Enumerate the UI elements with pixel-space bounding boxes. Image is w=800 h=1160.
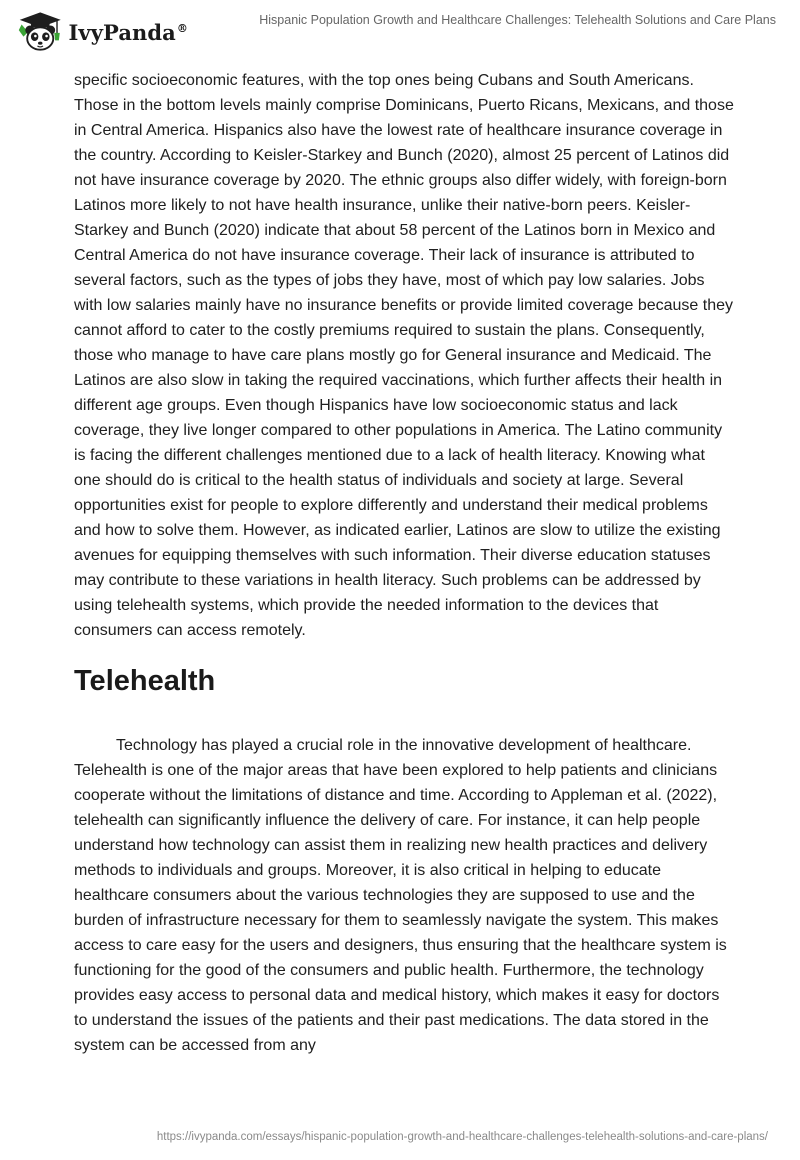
- telehealth-paragraph: Technology has played a crucial role in the innovative development of healthcare. Telehealth is one of the major areas that have been explored to help patients and clinicians cooperate without the limitations of distance and time. According to Appleman et al. (2022), telehealth can significantly influence the delivery of care. For instance, it can help people understand how technology can assist them in realizing new health practices and delivery methods to individuals and groups. Moreover, it is also critical in helping to educate healthcare consumers about the various technologies they are supposed to use and the burden of infrastructure necessary for them to seamlessly navigate the system. This makes access to care easy for the users and designers, thus ensuring that the healthcare system is functioning for the good of the consumers and public health. Furthermore, the technology provides easy access to personal data and medical history, which makes it easy for doctors to understand the issues of the patients and their past medications. The data stored in the system can be accessed from any: [74, 737, 727, 1054]
- body-paragraph-continued: specific socioeconomic features, with the top ones being Cubans and South Americans. Those in the bottom levels mainly comprise Dominicans, Puerto Ricans, Mexicans, and those in Central America. Hispanics also have the lowest rate of healthcare insurance coverage in the country. According to Keisler-Starkey and Bunch (2020), almost 25 percent of Latinos did not have insurance coverage by 2020. The ethnic groups also differ widely, with foreign-born Latinos more likely to not have health insurance, unlike their native-born peers. Keisler-Starkey and Bunch (2020) indicate that about 58 percent of the Latinos born in Mexico and Central America do not have insurance coverage. Their lack of insurance is attributed to several factors, such as the types of jobs they have, most of which pay low salaries. Jobs with low salaries mainly have no insurance benefits or provide limited coverage because they cannot afford to cater to the costly premiums required to sustain the plans. Consequently, those who manage to have care plans mostly go for General insurance and Medicaid. The Latinos are also slow in taking the required vaccinations, which further affects their health in different age groups. Even though Hispanics have low socioeconomic status and lack coverage, they live longer compared to other populations in America. The Latino community is facing the different challenges mentioned due to a lack of health literacy. Knowing what one should do is critical to the health status of individuals and society at large. Several opportunities exist for people to explore differently and understand their medical problems and how to solve them. However, as indicated earlier, Latinos are slow to utilize the existing avenues for equipping themselves with such information. Their diverse education statuses may contribute to these variations in health literacy. Such problems can be addressed by using telehealth systems, which provide the needed information to the devices that consumers can access remotely.: [74, 72, 734, 639]
- page-header: [0, 0, 800, 64]
- brand-name-text: IvyPanda: [68, 19, 176, 45]
- document-title: Hispanic Population Growth and Healthcare Challenges: Telehealth Solutions and Care Plans: [259, 13, 776, 27]
- registered-mark: ®: [176, 21, 188, 35]
- section-heading-telehealth: Telehealth: [74, 665, 216, 697]
- brand-name: [68, 20, 188, 45]
- section-spacer: [74, 701, 734, 733]
- footer-source-url[interactable]: https://ivypanda.com/essays/hispanic-population-growth-and-healthcare-challenges-telehealth-solutions-and-care-plans/: [156, 1131, 768, 1143]
- essay-content: [74, 68, 734, 1058]
- panda-graduate-icon: [16, 10, 64, 54]
- ivypanda-logo[interactable]: [16, 10, 188, 54]
